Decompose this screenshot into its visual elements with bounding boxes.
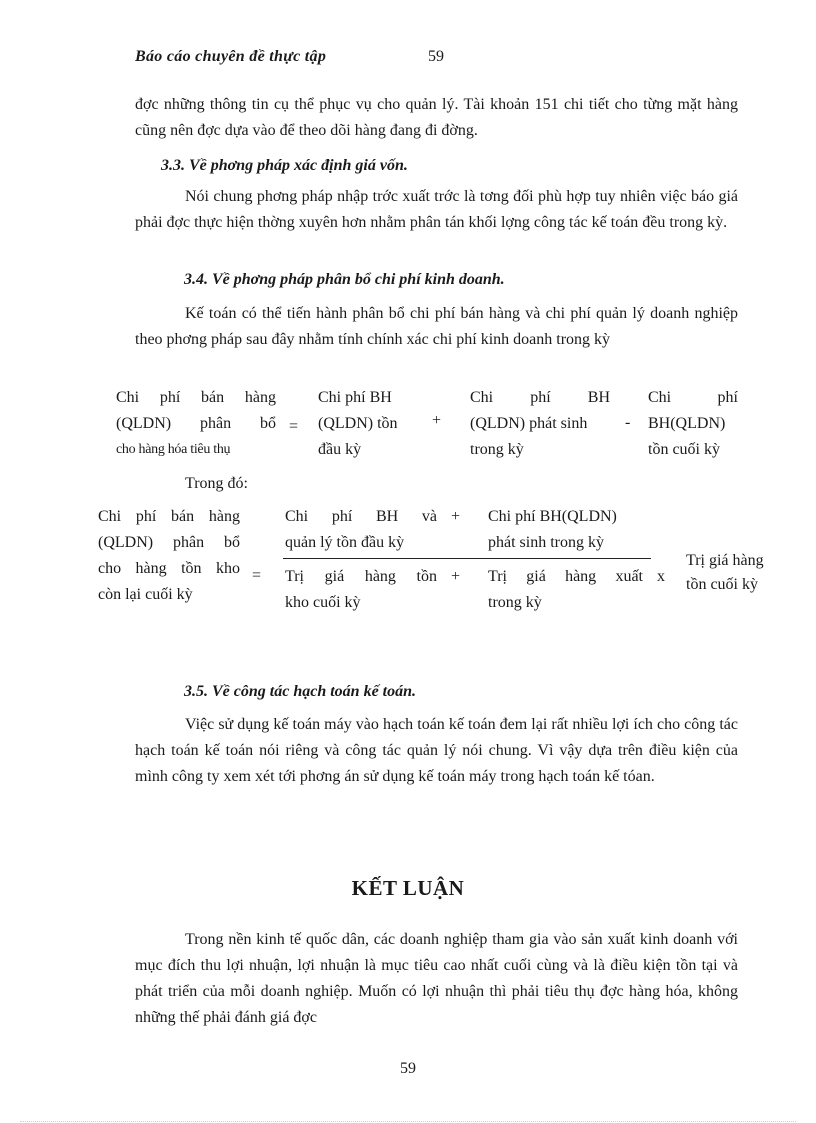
formula1-term2-line1: Chi phí BH: [470, 389, 610, 406]
heading-3-4: 3.4. Về phơng pháp phân bổ chi phí kinh doanh.: [184, 271, 505, 288]
paragraph-computer-accounting: Việc sử dụng kế toán máy vào hạch toán kế toán đem lại rất nhiều lợi ích cho công tác hạch toán kế toán nói riêng và công tác quản lý nói chung. Vì vậy dựa trên điều kiện của mình công ty xem xét tới phơng án sử dụng kế toán máy trong hạch toán kế tóan.: [135, 716, 738, 785]
heading-3-3: 3.3. Về phơng pháp xác định giá vốn.: [161, 157, 408, 174]
bottom-divider: [20, 1121, 796, 1122]
formula2-equals: =: [252, 567, 262, 584]
page-header: [135, 48, 695, 70]
formula2-den-term2-line1: Trị giá hàng xuất: [488, 568, 643, 585]
formula2-num-term1-line1: Chi phí BH và: [285, 508, 437, 525]
formula1-term2-line3: trong kỳ: [470, 441, 524, 458]
formula2-num-plus: +: [451, 508, 461, 525]
formula2-den-term1-line2: kho cuối kỳ: [285, 594, 361, 611]
formula2-lhs-line2: (QLDN) phân bổ: [98, 534, 240, 551]
conclusion-heading: KẾT LUẬN: [351, 876, 465, 900]
formula1-lhs-line1: Chi phí bán hàng: [116, 389, 276, 406]
formula2-mult-line2: tồn cuối kỳ: [686, 576, 758, 593]
heading-3-5: 3.5. Về công tác hạch toán kế toán.: [184, 683, 417, 700]
formula1-term1-line1: Chi phí BH: [318, 389, 392, 406]
paragraph-account-151: đợc những thông tin cụ thể phục vụ cho quản lý. Tài khoản 151 chi tiết cho từng mặt hàng cũng nên đợc dựa vào để theo dõi hàng đang đi đờng.: [135, 96, 738, 139]
formula2-mult-line1: Trị giá hàng: [686, 552, 764, 569]
formula2-num-term2-line1: Chi phí BH(QLDN): [488, 508, 617, 525]
formula2-lhs-line4: còn lại cuối kỳ: [98, 586, 193, 603]
formula2-den-term2-line2: trong kỳ: [488, 594, 542, 611]
formula1-term2-line2: (QLDN) phát sinh: [470, 415, 588, 432]
formula1-plus: +: [432, 412, 442, 429]
formula2-lhs-line3: cho hàng tồn kho: [98, 560, 240, 577]
formula1-term1-line2: (QLDN) tồn: [318, 415, 398, 432]
formula1-term3-line3: tồn cuối kỳ: [648, 441, 720, 458]
formula1-term3-line1: Chi phí: [648, 389, 738, 406]
formula2-den-term1-line1: Trị giá hàng tồn: [285, 568, 437, 585]
formula1-term1-line3: đầu kỳ: [318, 441, 362, 458]
formula1-equals: =: [289, 418, 299, 435]
paragraph-allocation: Kế toán có thể tiến hành phân bổ chi phí bán hàng và chi phí quản lý doanh nghiệp theo phơng pháp sau đây nhằm tính chính xác chi phí kinh doanh trong kỳ: [135, 305, 738, 348]
paragraph-fifo: Nói chung phơng pháp nhập trớc xuất trớc là tơng đối phù hợp tuy nhiên việc báo giá phải đợc thực hiện thờng xuyên hơn nhằm phân tán khối lợng công tác kế toán đều trong kỳ.: [135, 188, 738, 231]
formula1-lhs-line3: cho hàng hóa tiêu thụ: [116, 442, 231, 457]
formula1-lhs-line2: (QLDN) phân bổ: [116, 415, 276, 432]
formula2-den-plus: +: [451, 568, 461, 585]
paragraph-conclusion: Trong nền kinh tế quốc dân, các doanh nghiệp tham gia vào sản xuất kinh doanh với mục đích thu lợi nhuận, lợi nhuận là mục tiêu cao nhất cuối cùng và là điều kiện tồn tại và phát triển của mỗi doanh nghiệp. Muốn có lợi nhuận thì phải tiêu thụ đợc hàng hóa, không những thế phải đánh giá đợc: [135, 931, 738, 1026]
formula2-num-term1-line2: quản lý tồn đầu kỳ: [285, 534, 405, 551]
formula1-minus: -: [625, 414, 631, 431]
formula2-lhs-line1: Chi phí bán hàng: [98, 508, 240, 525]
header-page-number: 59: [428, 48, 444, 65]
header-title: Báo cáo chuyên đề thực tập: [135, 48, 327, 65]
formula1-term3-line2: BH(QLDN): [648, 415, 726, 432]
trong-do-label: Trong đó:: [185, 475, 248, 492]
formula2-num-term2-line2: phát sinh trong kỳ: [488, 534, 604, 551]
formula2-times: x: [657, 568, 665, 585]
fraction-bar: [283, 558, 651, 559]
footer-page-number: 59: [400, 1060, 416, 1077]
